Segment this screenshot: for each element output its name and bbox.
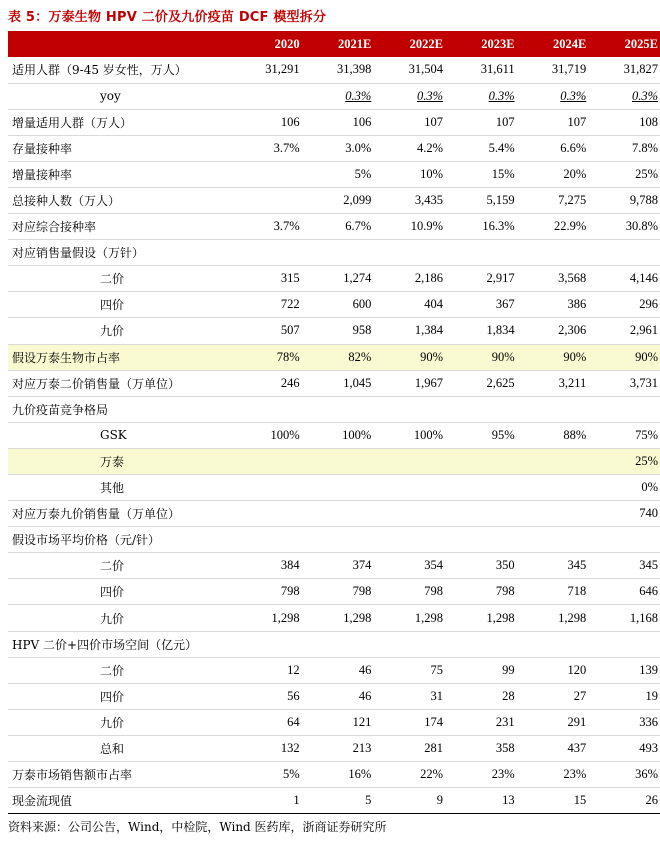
table-cell: 3.7%	[273, 219, 300, 234]
table-cell	[230, 501, 302, 527]
row-label: 适用人群（9-45 岁女性，万人）	[12, 63, 187, 78]
table-cell: 345	[639, 558, 658, 573]
table-cell	[517, 396, 589, 422]
table-cell: 1,168	[629, 610, 658, 625]
table-row	[8, 475, 660, 501]
table-row	[8, 501, 660, 527]
row-label: 假设万泰生物市占率	[12, 350, 121, 365]
table-row	[8, 135, 660, 161]
table-cell: 798	[495, 584, 515, 599]
table-cell: 367	[495, 297, 515, 312]
header-cell-2021e: 2021E	[337, 36, 372, 51]
row-label: 九价	[100, 324, 125, 339]
table-cell: 1,298	[414, 610, 443, 625]
table-cell: 46	[358, 662, 372, 677]
table-cell: 246	[280, 375, 300, 390]
table-cell: 1	[293, 793, 300, 808]
row-label: 四价	[100, 689, 125, 704]
table-cell: 16.3%	[482, 219, 515, 234]
table-cell: 6.7%	[345, 219, 372, 234]
table-row	[8, 553, 660, 579]
table-cell: 213	[352, 740, 372, 755]
table-cell: 27	[573, 688, 587, 703]
table-cell: 15%	[491, 166, 515, 181]
table-cell: 1,834	[486, 323, 515, 338]
table-cell: 100%	[342, 427, 372, 442]
table-row	[8, 240, 660, 266]
table-cell: 2,099	[343, 193, 372, 208]
table-cell	[230, 83, 302, 109]
table-cell: 46	[358, 688, 372, 703]
table-row	[8, 657, 660, 683]
table-cell	[445, 475, 517, 501]
table-cell: 5.4%	[488, 140, 515, 155]
row-label: 四价	[100, 585, 125, 600]
row-label: 九价	[100, 715, 125, 730]
table-cell: 13	[502, 793, 515, 808]
row-label: 增量接种率	[12, 167, 73, 182]
row-label: 对应万泰二价销售量（万单位）	[12, 376, 181, 391]
table-row	[8, 187, 660, 213]
table-cell	[302, 240, 374, 266]
row-label: 增量适用人群（万人）	[12, 115, 133, 130]
table-cell: 1,298	[271, 610, 300, 625]
table-cell	[373, 501, 445, 527]
table-cell	[517, 527, 589, 553]
table-cell: 107	[495, 114, 515, 129]
table-cell: 1,298	[486, 610, 515, 625]
row-label: 二价	[100, 663, 125, 678]
header-row	[8, 31, 660, 57]
table-row	[8, 788, 660, 814]
table-cell	[445, 527, 517, 553]
table-cell: 1,298	[343, 610, 372, 625]
table-cell: 22.9%	[554, 219, 587, 234]
table-cell	[230, 527, 302, 553]
row-label: 万泰市场销售额市占率	[12, 768, 133, 783]
table-cell: 0.3%	[345, 88, 372, 103]
table-cell: 2,186	[414, 271, 443, 286]
row-label: 四价	[100, 298, 125, 313]
table-cell	[230, 161, 302, 187]
table-cell: 16%	[348, 767, 372, 782]
table-cell: 958	[352, 323, 372, 338]
table-cell: 78%	[276, 349, 300, 364]
table-cell: 100%	[270, 427, 300, 442]
table-cell	[445, 396, 517, 422]
table-row	[8, 579, 660, 605]
table-cell: 374	[352, 558, 372, 573]
table-cell: 25%	[635, 166, 658, 181]
table-cell: 31,827	[623, 62, 658, 77]
table-cell	[373, 631, 445, 657]
table-cell: 31,504	[408, 62, 443, 77]
table-cell: 315	[280, 271, 300, 286]
table-cell: 2,917	[486, 271, 515, 286]
table-cell: 107	[424, 114, 443, 129]
header-cell-2024e: 2024E	[552, 36, 587, 51]
table-cell	[517, 475, 589, 501]
table-cell: 23%	[491, 767, 515, 782]
dcf-model-table	[8, 31, 660, 814]
table-cell: 350	[495, 558, 515, 573]
table-cell: 75%	[635, 427, 658, 442]
table-cell	[588, 240, 660, 266]
table-cell: 2,625	[486, 375, 515, 390]
table-cell: 30.8%	[625, 219, 658, 234]
table-row	[8, 318, 660, 344]
table-cell: 4.2%	[416, 140, 443, 155]
row-label: 存量接种率	[12, 141, 73, 156]
table-row	[8, 762, 660, 788]
table-cell	[302, 396, 374, 422]
table-cell: 0%	[641, 480, 658, 495]
table-cell: 7,275	[558, 193, 587, 208]
table-cell: 6.6%	[560, 140, 587, 155]
table-cell: 99	[502, 662, 515, 677]
table-cell	[302, 448, 374, 474]
row-label: 对应综合接种率	[12, 220, 97, 235]
row-label: 对应万泰九价销售量（万单位）	[12, 507, 181, 522]
table-cell: 798	[280, 584, 300, 599]
table-cell: 12	[287, 662, 300, 677]
table-cell: 90%	[491, 349, 515, 364]
table-cell: 9	[436, 793, 443, 808]
table-cell	[373, 527, 445, 553]
table-cell: 23%	[563, 767, 587, 782]
row-label: 现金流现值	[12, 794, 73, 809]
table-cell: 2,961	[629, 323, 658, 338]
table-row	[8, 605, 660, 631]
table-cell: 20%	[563, 166, 587, 181]
table-cell	[517, 240, 589, 266]
table-cell	[230, 240, 302, 266]
table-cell: 722	[280, 297, 300, 312]
table-cell: 281	[424, 740, 443, 755]
table-cell: 798	[352, 584, 372, 599]
row-label: 九价疫苗竞争格局	[12, 402, 109, 417]
table-cell	[302, 501, 374, 527]
table-row	[8, 83, 660, 109]
table-row	[8, 396, 660, 422]
row-label: 九价	[100, 611, 125, 626]
table-cell: 19	[645, 688, 658, 703]
table-cell: 0.3%	[631, 88, 658, 103]
table-cell	[373, 240, 445, 266]
table-cell	[302, 631, 374, 657]
table-cell	[373, 448, 445, 474]
table-cell: 1,967	[414, 375, 443, 390]
row-label: 假设市场平均价格（元/针）	[12, 533, 161, 548]
source-note: 资料来源：公司公告，Wind，中检院，Wind 医药库，浙商证券研究所	[8, 820, 387, 834]
table-cell	[445, 631, 517, 657]
table-cell: 108	[639, 114, 658, 129]
table-cell: 7.8%	[631, 140, 658, 155]
table-cell: 31	[430, 688, 443, 703]
table-cell: 22%	[420, 767, 443, 782]
table-cell: 106	[280, 114, 300, 129]
table-cell: 358	[495, 740, 515, 755]
table-cell: 336	[639, 714, 658, 729]
table-cell: 56	[287, 688, 300, 703]
table-cell: 5%	[354, 166, 372, 181]
table-cell: 4,146	[629, 271, 658, 286]
row-label: 二价	[100, 559, 125, 574]
table-cell: 437	[567, 740, 587, 755]
table-cell	[445, 448, 517, 474]
header-cell-2022e: 2022E	[409, 36, 443, 51]
table-cell: 90%	[635, 349, 658, 364]
table-cell: 1,298	[558, 610, 587, 625]
table-row	[8, 631, 660, 657]
table-cell: 26	[645, 793, 658, 808]
table-cell: 1,045	[343, 375, 372, 390]
row-label: 万泰	[100, 454, 125, 469]
header-cell-2023e: 2023E	[481, 36, 515, 51]
table-cell: 740	[639, 506, 658, 521]
table-cell: 15	[573, 793, 587, 808]
row-label: 总接种人数（万人）	[12, 194, 121, 209]
row-label: 二价	[100, 272, 125, 287]
table-cell: 3,731	[629, 375, 658, 390]
table-row	[8, 709, 660, 735]
table-cell	[517, 631, 589, 657]
table-cell: 493	[639, 740, 658, 755]
table-cell: 345	[567, 558, 587, 573]
table-cell: 121	[352, 714, 372, 729]
table-row	[8, 448, 660, 474]
table-cell: 5	[365, 793, 372, 808]
table-cell: 1,384	[414, 323, 443, 338]
table-cell: 64	[287, 714, 300, 729]
table-cell: 646	[639, 584, 658, 599]
table-cell	[302, 527, 374, 553]
row-label: 对应销售量假设（万针）	[12, 246, 145, 261]
table-cell: 10.9%	[410, 219, 443, 234]
table-cell: 9,788	[629, 193, 658, 208]
row-label: 其他	[100, 481, 125, 496]
table-cell	[445, 501, 517, 527]
table-cell	[445, 240, 517, 266]
table-cell: 718	[567, 584, 587, 599]
table-cell: 75	[430, 662, 443, 677]
table-cell: 174	[424, 714, 443, 729]
table-cell: 3,435	[414, 193, 443, 208]
row-label: HPV 二价+四价市场空间（亿元）	[12, 637, 198, 652]
header-cell-2020: 2020	[274, 36, 300, 51]
table-cell	[230, 396, 302, 422]
table-row	[8, 266, 660, 292]
table-row	[8, 683, 660, 709]
table-cell: 1,274	[343, 271, 372, 286]
table-cell: 107	[567, 114, 587, 129]
table-cell: 600	[352, 297, 372, 312]
table-cell	[517, 448, 589, 474]
table-cell: 354	[424, 558, 443, 573]
table-cell: 231	[495, 714, 515, 729]
table-cell	[588, 631, 660, 657]
table-cell: 82%	[348, 349, 372, 364]
table-cell: 31,291	[265, 62, 300, 77]
table-row	[8, 57, 660, 83]
table-cell: 3.0%	[345, 140, 372, 155]
table-cell	[230, 448, 302, 474]
table-cell: 3.7%	[273, 140, 300, 155]
table-row	[8, 370, 660, 396]
table-title: 表 5：万泰生物 HPV 二价及九价疫苗 DCF 模型拆分	[8, 10, 327, 25]
table-cell: 132	[280, 740, 300, 755]
table-body	[8, 57, 660, 814]
table-row	[8, 344, 660, 370]
table-cell: 0.3%	[560, 88, 587, 103]
table-cell: 384	[280, 558, 300, 573]
table-cell: 291	[567, 714, 587, 729]
table-cell: 0.3%	[416, 88, 443, 103]
table-cell: 404	[424, 297, 443, 312]
table-cell: 31,611	[480, 62, 515, 77]
table-cell: 139	[639, 662, 658, 677]
table-cell: 5,159	[486, 193, 515, 208]
table-cell: 3,568	[558, 271, 587, 286]
table-cell: 106	[352, 114, 372, 129]
table-cell: 507	[280, 323, 300, 338]
table-cell: 36%	[635, 767, 658, 782]
table-cell	[230, 631, 302, 657]
table-cell: 0.3%	[488, 88, 515, 103]
table-cell: 120	[567, 662, 587, 677]
row-label: yoy	[100, 89, 121, 104]
table-row	[8, 161, 660, 187]
table-row	[8, 527, 660, 553]
table-cell: 95%	[491, 427, 515, 442]
table-cell	[230, 475, 302, 501]
header-cell-2025e: 2025E	[624, 36, 658, 51]
table-row	[8, 292, 660, 318]
table-cell: 25%	[635, 453, 658, 468]
row-label: GSK	[100, 428, 127, 443]
table-row	[8, 735, 660, 761]
table-row	[8, 214, 660, 240]
table-cell: 2,306	[558, 323, 587, 338]
table-row	[8, 422, 660, 448]
table-cell	[588, 396, 660, 422]
table-cell: 5%	[283, 767, 300, 782]
table-cell: 100%	[413, 427, 443, 442]
table-cell: 31,398	[336, 62, 372, 77]
table-cell: 10%	[420, 166, 443, 181]
table-cell: 88%	[563, 427, 587, 442]
table-cell: 296	[639, 297, 658, 312]
table-cell: 31,719	[551, 62, 587, 77]
table-cell: 386	[567, 297, 587, 312]
table-cell: 798	[424, 584, 443, 599]
table-cell	[517, 501, 589, 527]
table-cell: 28	[502, 688, 515, 703]
header-cell-label	[8, 31, 230, 57]
table-cell	[588, 527, 660, 553]
table-cell	[373, 475, 445, 501]
table-row	[8, 109, 660, 135]
table-cell: 3,211	[558, 375, 587, 390]
table-cell	[373, 396, 445, 422]
table-cell	[230, 187, 302, 213]
row-label: 总和	[100, 741, 125, 756]
table-cell: 90%	[563, 349, 587, 364]
table-cell: 90%	[420, 349, 443, 364]
table-cell	[302, 475, 374, 501]
